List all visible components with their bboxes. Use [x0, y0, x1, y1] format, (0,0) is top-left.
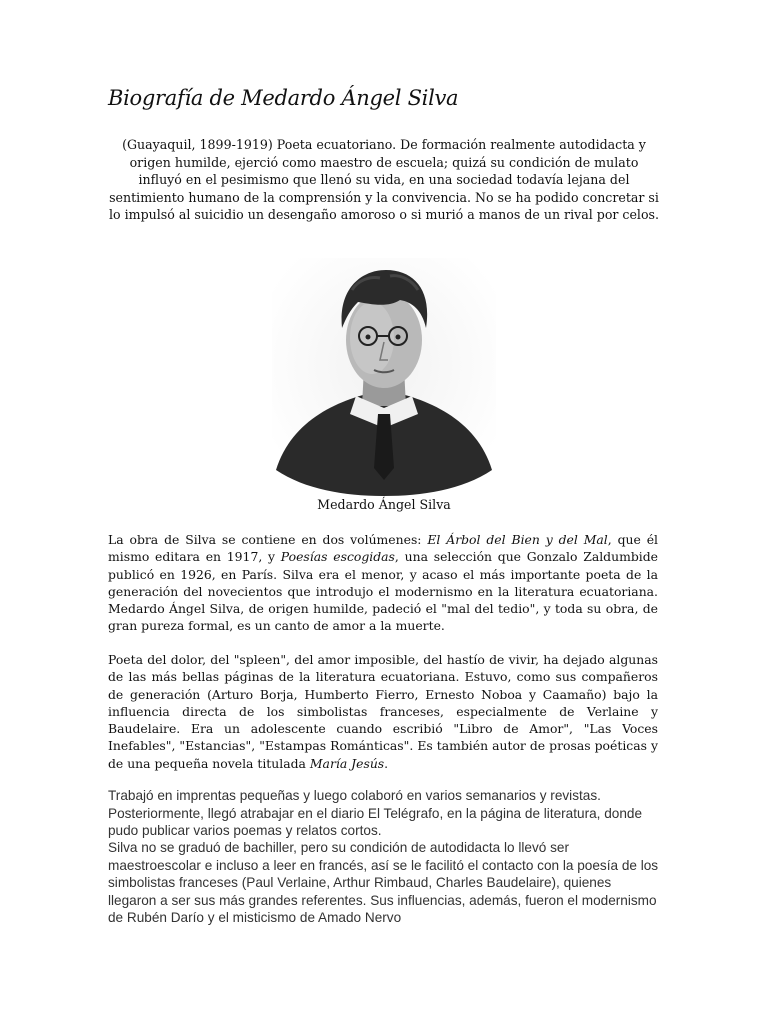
novel-title-maria-jesus: María Jesús [309, 755, 385, 771]
paragraph-poet [108, 651, 658, 772]
portrait-caption: Medardo Ángel Silva [317, 497, 451, 512]
paragraph-poet-text-c: . [384, 755, 389, 771]
book-title-arbol: El Árbol del Bien y del Mal [427, 532, 608, 547]
paragraph-poet-text-a: Poeta del dolor, del "spleen", del amor imposible, del hastío de vivir, ha dejado algunas de las más bellas páginas de la literatura ecuatoriana. Estuvo, como sus compañeros de generación (Arturo Borja, Humberto Fierro, Ernesto Noboa y Caamaño) bajo la influencia directa de los simbolistas franceses, especialmente de Verlaine y Baudelaire. Era un adolescente cuando escribió "Libro de Amor", "Las Voces Inefables", "Estancias", "Estampas Románticas". Es también autor de prosas poéticas y de una pequeña novela titulada [108, 652, 658, 771]
paragraph-career: Trabajó en imprentas pequeñas y luego colaboró en varios semanarios y revistas. Posteriormente, llegó atrabajar en el diario El Telégrafo, en la página de literatura, donde pudo publicar varios poemas y relatos cortos. [108, 788, 643, 839]
paragraph-works [108, 531, 658, 635]
paragraph-works-text-a: La obra de Silva se contiene en dos volúmenes: [108, 532, 428, 547]
paragraph-education: Silva no se graduó de bachiller, pero su condición de autodidacta lo llevó ser maestroescolar e incluso a leer en francés, así se le facilitó el contacto con la poesía de los simbolistas franceses (Paul Verlaine, Arthur Rimbaud, Charles Baudelaire), quienes llegaron a ser sus más grandes referentes. Sus influencias, además, fueron el modernismo de Rubén Darío y el misticismo de Amado Nervo [108, 840, 659, 926]
portrait-photo [272, 258, 496, 496]
page-title: Biografía de Medardo Ángel Silva [108, 86, 459, 110]
intro-paragraph: (Guayaquil, 1899-1919) Poeta ecuatoriano. De formación realmente autodidacta y origen humilde, ejerció como maestro de escuela; quizá su condición de mulato influyó en el pesimismo que llenó su vida, en una sociedad todavía lejana del sentimiento humano de la comprensión y la convivencia. No se ha podido concretar si lo impulsó al suicidio un desengaño amoroso o si murió a manos de un rival por celos. [108, 137, 660, 223]
paragraph-works-text-e: , una selección que Gonzalo Zaldumbide publicó en 1926, en París. Silva era el menor, y acaso el más importante poeta de la generación del novecientos que introdujo el modernismo en la literatura ecuatoriana. Medardo Ángel Silva, de origen humilde, padeció el "mal del tedio", y toda su obra, de gran pureza formal, es un canto de amor a la muerte. [108, 549, 658, 634]
book-title-poesias: Poesías escogidas [280, 549, 395, 565]
paragraph-works-text-c: , que él mismo editara en 1917, y [108, 532, 658, 565]
